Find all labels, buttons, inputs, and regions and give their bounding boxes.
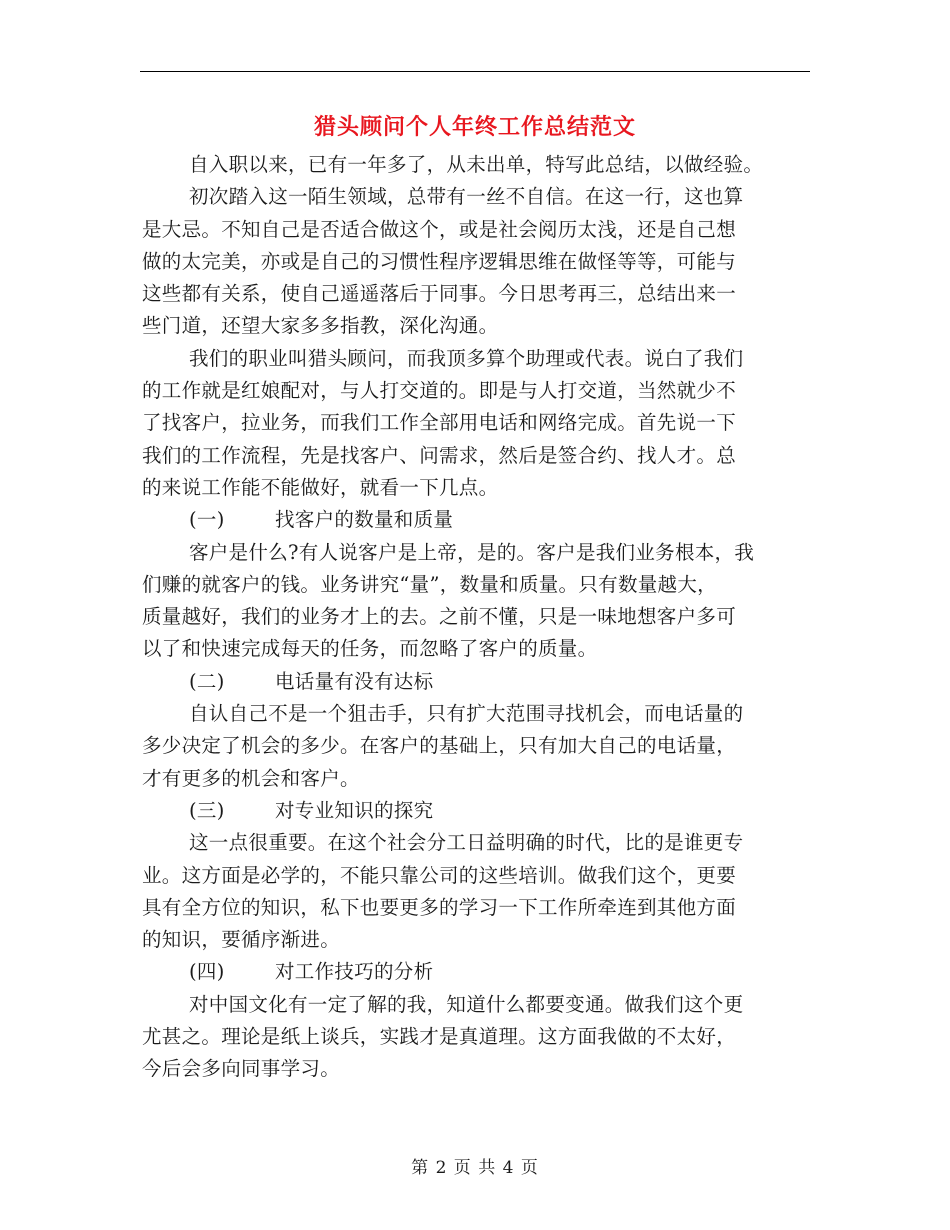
section-heading-text: 找客户的数量和质量 bbox=[275, 508, 454, 532]
paragraph-line: 才有更多的机会和客户。 bbox=[142, 766, 360, 790]
section-number: (四) bbox=[189, 960, 225, 984]
paragraph-line: 这一点很重要。在这个社会分工日益明确的时代，比的是谁更专 bbox=[189, 831, 744, 855]
paragraph-line: 是大忌。不知自己是否适合做这个，或是社会阅历太浅，还是自己想 bbox=[142, 217, 737, 241]
section-heading bbox=[142, 795, 810, 827]
paragraph-line: 们赚的就客户的钱。业务讲究“量”，数量和质量。只有数量越大， bbox=[142, 572, 717, 596]
section-heading bbox=[142, 666, 810, 698]
paragraph-line: 今后会多向同事学习。 bbox=[142, 1057, 341, 1081]
paragraph-line: 对中国文化有一定了解的我，知道什么都要变通。做我们这个更 bbox=[189, 992, 744, 1016]
paragraph-line: 业。这方面是必学的，不能只靠公司的这些培训。做我们这个，更要 bbox=[142, 863, 737, 887]
paragraph-line: 自入职以来，已有一年多了，从未出单，特写此总结，以做经验。 bbox=[189, 153, 764, 176]
paragraph-line: 以了和快速完成每天的任务，而忽略了客户的质量。 bbox=[142, 637, 598, 661]
paragraph-line: 的来说工作能不能做好，就看一下几点。 bbox=[142, 475, 499, 499]
paragraph-line: 具有全方位的知识，私下也要更多的学习一下工作所牵连到其他方面 bbox=[142, 895, 737, 919]
paragraph-line: 我们的职业叫猎头顾问，而我顶多算个助理或代表。说白了我们 bbox=[189, 346, 744, 370]
section-heading-text: 对专业知识的探究 bbox=[275, 798, 434, 822]
section-heading-text: 对工作技巧的分析 bbox=[275, 960, 434, 984]
section-heading-text: 电话量有没有达标 bbox=[275, 669, 434, 693]
document-title: 猎头顾问个人年终工作总结范文 bbox=[313, 114, 636, 140]
paragraph-line: 的知识，要循序渐进。 bbox=[142, 928, 341, 952]
paragraph-line: 尤甚之。理论是纸上谈兵，实践才是真道理。这方面我做的不太好， bbox=[142, 1025, 737, 1049]
paragraph-line: 质量越好，我们的业务才上的去。之前不懂，只是一味地想客户多可 bbox=[142, 605, 737, 629]
section-heading bbox=[142, 504, 810, 536]
paragraph-line: 我们的工作流程，先是找客户、问需求，然后是签合约、找人才。总 bbox=[142, 443, 737, 467]
paragraph-line: 初次踏入这一陌生领域，总带有一丝不自信。在这一行，这也算 bbox=[189, 185, 744, 209]
section-number: (二) bbox=[189, 669, 225, 693]
paragraph-line: 这些都有关系，使自己遥遥落后于同事。今日思考再三，总结出来一 bbox=[142, 282, 737, 306]
paragraph-line: 客户是什么?有人说客户是上帝，是的。客户是我们业务根本，我 bbox=[189, 540, 755, 564]
section-number: (三) bbox=[189, 798, 225, 822]
section-number: (一) bbox=[189, 508, 225, 532]
paragraph-line: 做的太完美，亦或是自己的习惯性程序逻辑思维在做怪等等，可能与 bbox=[142, 249, 737, 273]
section-heading bbox=[142, 956, 810, 988]
paragraph-line: 的工作就是红娘配对，与人打交道的。即是与人打交道，当然就少不 bbox=[142, 379, 737, 403]
paragraph-line: 多少决定了机会的多少。在客户的基础上，只有加大自己的电话量， bbox=[142, 734, 737, 758]
page-number-footer: 第 2 页 共 4 页 bbox=[411, 1158, 539, 1178]
paragraph-line: 些门道，还望大家多多指教，深化沟通。 bbox=[142, 314, 499, 338]
document-body bbox=[142, 149, 810, 1086]
header-rule bbox=[140, 71, 810, 72]
paragraph-line: 自认自己不是一个狙击手，只有扩大范围寻找机会，而电话量的 bbox=[189, 702, 744, 726]
paragraph-line: 了找客户，拉业务，而我们工作全部用电话和网络完成。首先说一下 bbox=[142, 411, 737, 435]
